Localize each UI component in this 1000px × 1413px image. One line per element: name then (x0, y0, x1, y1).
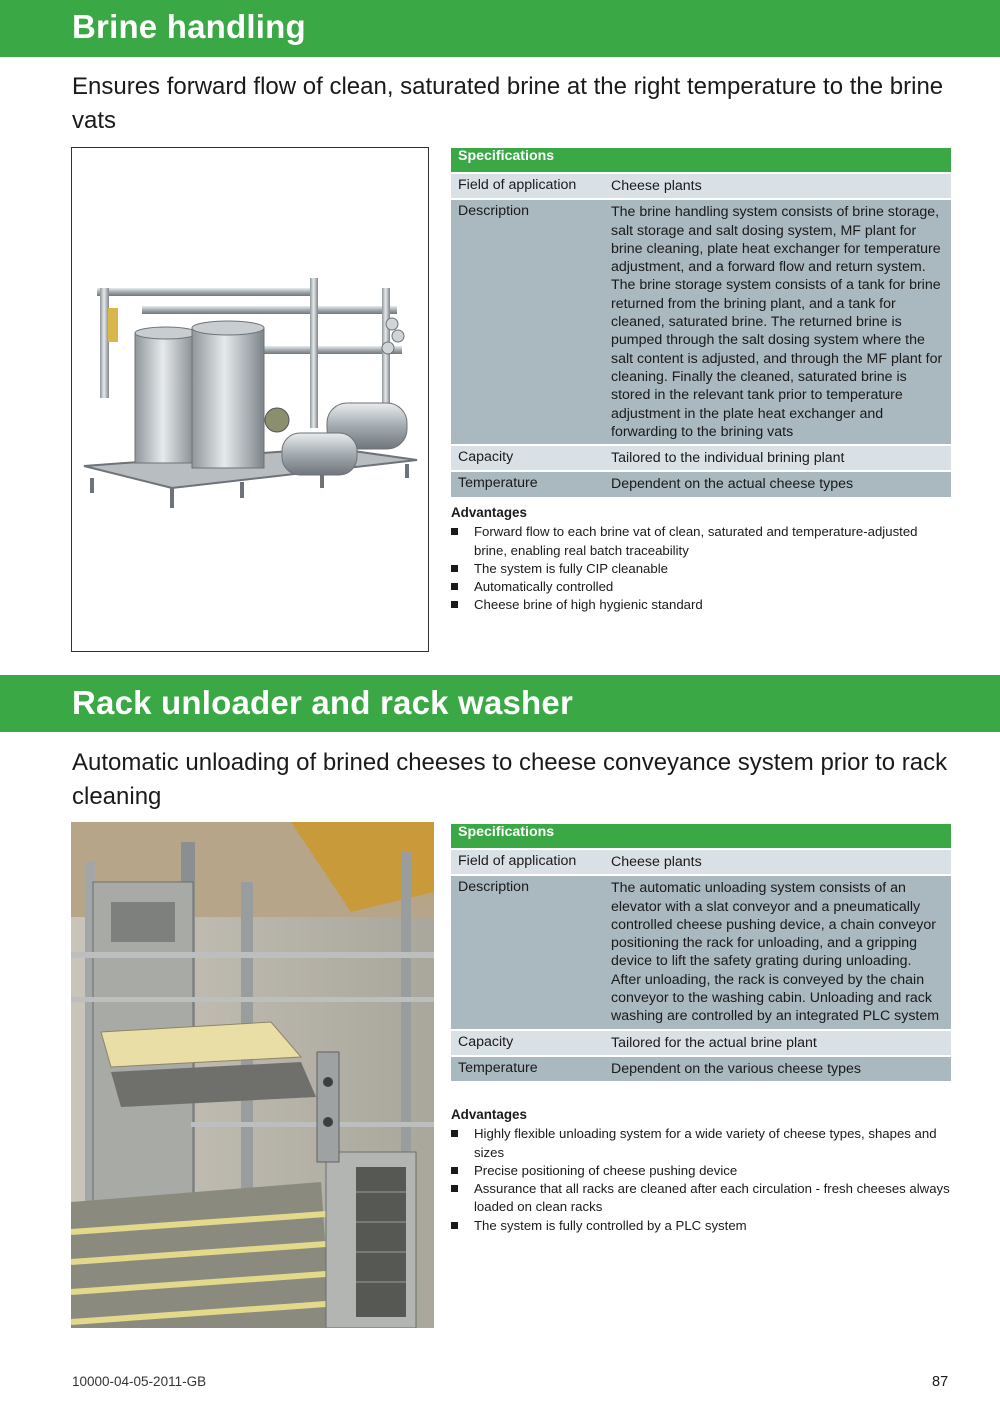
section-subtitle: Automatic unloading of brined cheeses to cheese conveyance system prior to rack cleaning (72, 749, 948, 810)
bullet-icon (451, 565, 458, 572)
spec-key: Field of application (451, 174, 605, 198)
specifications-table (451, 822, 951, 1083)
bullet-icon (451, 1167, 458, 1174)
bullet-icon (451, 601, 458, 608)
advantages-block (451, 1106, 951, 1235)
brine-system-photo (71, 147, 429, 652)
bullet-icon (451, 583, 458, 590)
spec-value: Tailored for the actual brine plant (605, 1031, 951, 1055)
spec-key: Description (451, 876, 605, 1028)
brine-equipment-illustration (72, 148, 428, 651)
rack-unloader-photo (71, 822, 434, 1328)
spec-row (451, 876, 951, 1028)
spec-heading: Specifications (451, 148, 951, 172)
spec-value: Dependent on the actual cheese types (605, 472, 951, 496)
spec-value: Tailored to the individual brining plant (605, 446, 951, 470)
spec-row (451, 472, 951, 496)
spec-value: The automatic unloading system consists of an elevator with a slat conveyor and a pneumatically controlled cheese pushing device, a chain conveyor positioning the rack for unloading, and a gripping device to lift the safety grating during unloading. After unloading, the rack is conveyed by the chain conveyor to the washing cabin. Unloading and rack washing are controlled by an integrated PLC system (605, 876, 951, 1028)
list-item: Highly flexible unloading system for a wide variety of cheese types, shapes and sizes (451, 1125, 951, 1162)
advantages-heading: Advantages (451, 1107, 527, 1122)
section-title: Rack unloader and rack washer (72, 684, 574, 721)
spec-row (451, 850, 951, 874)
bullet-icon (451, 1130, 458, 1137)
spec-row (451, 174, 951, 198)
spec-value: Cheese plants (605, 850, 951, 874)
spec-row (451, 446, 951, 470)
advantages-heading: Advantages (451, 505, 527, 520)
bullet-icon (451, 528, 458, 535)
bullet-icon (451, 1222, 458, 1229)
spec-value: The brine handling system consists of brine storage, salt storage and salt dosing system, MF plant for brine cleaning, plate heat exchanger for temperature adjustment, and a forward flow and return system. The brine storage system consists of a tank for brine returned from the brining plant, and a tank for cleaned, saturated brine. The returned brine is pumped through the salt dosing system where the salt content is adjusted, and through the MF plant for cleaning. Finally the cleaned, saturated brine is stored in the relevant tank prior to temperature adjustment in the plate heat exchanger and forwarding to the brining vats (605, 200, 951, 444)
spec-key: Field of application (451, 850, 605, 874)
section-banner (0, 675, 1000, 732)
spec-key: Temperature (451, 472, 605, 496)
spec-key: Capacity (451, 446, 605, 470)
list-item: Cheese brine of high hygienic standard (451, 596, 951, 614)
list-item: The system is fully controlled by a PLC system (451, 1217, 951, 1235)
section-title: Brine handling (72, 8, 306, 45)
spec-value: Cheese plants (605, 174, 951, 198)
spec-row (451, 200, 951, 444)
page-number: 87 (932, 1374, 949, 1390)
document-code: 10000-04-05-2011-GB (72, 1374, 207, 1389)
rack-equipment-illustration (71, 822, 434, 1328)
section-banner (0, 0, 1000, 57)
bullet-icon (451, 1185, 458, 1192)
advantages-list (451, 1125, 951, 1235)
list-item: The system is fully CIP cleanable (451, 560, 951, 578)
spec-value: Dependent on the various cheese types (605, 1057, 951, 1081)
spec-row (451, 1031, 951, 1055)
advantages-block (451, 504, 951, 615)
list-item: Assurance that all racks are cleaned after each circulation - fresh cheeses always loaded on clean racks (451, 1180, 951, 1217)
section-subtitle: Ensures forward flow of clean, saturated brine at the right temperature to the brine vats (72, 73, 944, 134)
spec-heading: Specifications (451, 824, 951, 848)
spec-key: Capacity (451, 1031, 605, 1055)
list-item: Forward flow to each brine vat of clean, saturated and temperature-adjusted brine, enabling real batch traceability (451, 523, 951, 560)
spec-row (451, 1057, 951, 1081)
spec-key: Description (451, 200, 605, 444)
list-item: Automatically controlled (451, 578, 951, 596)
advantages-list (451, 523, 951, 614)
spec-key: Temperature (451, 1057, 605, 1081)
list-item: Precise positioning of cheese pushing device (451, 1162, 951, 1180)
specifications-table (451, 146, 951, 499)
